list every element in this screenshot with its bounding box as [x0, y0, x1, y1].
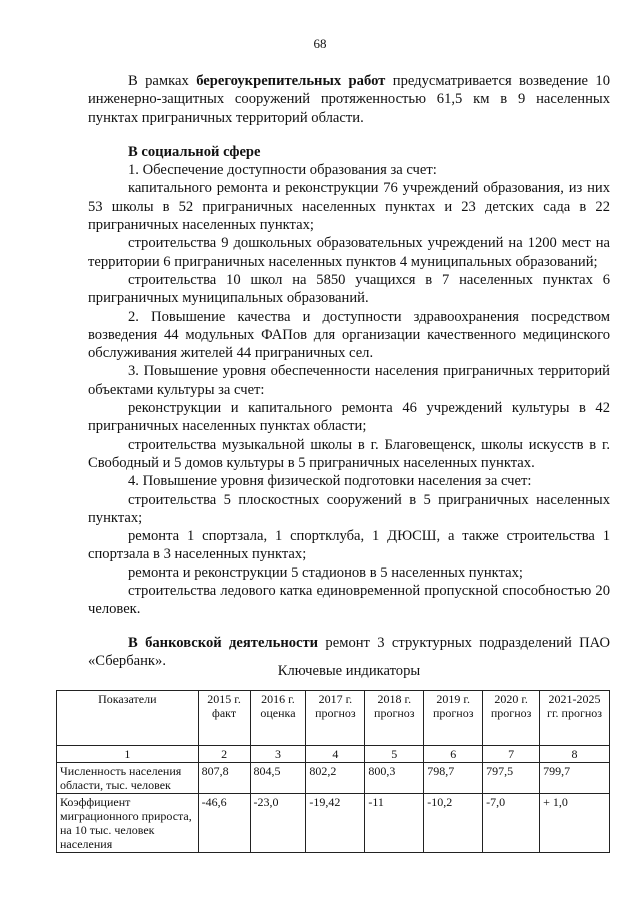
table-cell: 3 [250, 746, 306, 763]
social-paragraph: 3. Повышение уровня обеспеченности населения приграничных территорий объектами культуры за счет: [88, 363, 610, 398]
social-paragraph: 4. Повышение уровня физической подготовки населения за счет: [128, 473, 532, 490]
social-paragraph: ремонта и реконструкции 5 стадионов в 5 населенных пунктах; [128, 564, 523, 581]
table-header-cell: 2019 г. прогноз [424, 691, 483, 746]
indicators-table [56, 690, 610, 853]
table-cell: 8 [540, 746, 610, 763]
table-cell: 1 [57, 746, 199, 763]
social-paragraph: строительства музыкальной школы в г. Благовещенск, школы искусств в г. Свободный и 5 домов культуры в 5 приграничных населенных пунктах. [88, 436, 610, 471]
coast-bold-term: берегоукрепительных работ [196, 73, 386, 89]
social-paragraph: строительства 5 плоскостных сооружений в 5 приграничных населенных пунктах; [88, 491, 610, 526]
social-paragraph: реконструкции и капитального ремонта 46 учреждений культуры в 42 приграничных населенных пунктах области; [88, 400, 610, 435]
table-cell: -7,0 [483, 794, 540, 853]
document-body [88, 72, 610, 670]
social-paragraph: строительства 10 школ на 5850 учащихся в 7 населенных пунктах 6 приграничных муниципальных образований. [88, 271, 610, 307]
table-cell: -10,2 [424, 794, 483, 853]
table-row [57, 763, 610, 794]
table-cell: Коэффициент миграционного прироста, на 10 тыс. человек населения [57, 794, 199, 853]
social-paragraph: строительства ледового катка единовременной пропускной способностью 20 человек. [88, 583, 610, 618]
table-cell: Численность населения области, тыс. человек [57, 763, 199, 794]
table-cell: 2 [198, 746, 250, 763]
table-cell: -46,6 [198, 794, 250, 853]
table-cell: 7 [483, 746, 540, 763]
bank-text: ремонт 3 структурных подразделений ПАО «Сбербанк». [88, 634, 610, 669]
table-cell: 797,5 [483, 763, 540, 794]
table-header-cell: 2021-2025 гг. прогноз [540, 691, 610, 746]
table-cell: 802,2 [306, 763, 365, 794]
table-header-cell: 2017 г. прогноз [306, 691, 365, 746]
table-header-cell: 2016 г. оценка [250, 691, 306, 746]
table-cell: 800,3 [365, 763, 424, 794]
table-cell: 799,7 [540, 763, 610, 794]
page-number: 68 [313, 36, 327, 51]
coast-text-post: предусматривается возведение 10 инженерно-защитных сооружений протяженностью 61,5 км в 9 населенных пунктах приграничных территорий области. [88, 73, 611, 126]
table-cell: -11 [365, 794, 424, 853]
social-paragraph: капитального ремонта и реконструкции 76 учреждений образования, из них 53 школы в 52 приграничных населенных пунктах и 23 детских сада в 22 приграничных населенных пунктах; [88, 180, 610, 234]
table-header-row [57, 691, 610, 746]
table-cell: 798,7 [424, 763, 483, 794]
social-heading: В социальной сфере [128, 143, 261, 160]
table-cell: -23,0 [250, 794, 306, 853]
table-header-cell: 2015 г. факт [198, 691, 250, 746]
indicators-title: Ключевые индикаторы [277, 663, 421, 679]
coast-paragraph [88, 72, 610, 127]
table-row [57, 794, 610, 853]
table-cell: 5 [365, 746, 424, 763]
social-paragraph: строительства 9 дошкольных образовательных учреждений на 1200 мест на территории 6 приграничных населенных пунктов 4 муниципальных образований; [88, 235, 610, 270]
table-cell: 807,8 [198, 763, 250, 794]
table-header-cell: 2018 г. прогноз [365, 691, 424, 746]
table-column-number-row [57, 746, 610, 763]
table-cell: + 1,0 [540, 794, 610, 853]
bank-bold-term: В банковской деятельности [128, 634, 319, 651]
table-cell: -19,42 [306, 794, 365, 853]
coast-text-pre: В рамках [128, 73, 197, 89]
social-paragraph: 2. Повышение качества и доступности здравоохранения посредством возведения 44 модульных ФАПов для организации качественного медицинского обслуживания жителей 44 приграничных сел. [88, 308, 610, 362]
social-paragraph: ремонта 1 спортзала, 1 спортклуба, 1 ДЮСШ, а также строительства 1 спортзала в 3 населенных пунктах; [88, 528, 610, 563]
table-header-cell: 2020 г. прогноз [483, 691, 540, 746]
table-cell: 4 [306, 746, 365, 763]
table-header-cell: Показатели [57, 691, 199, 746]
table-cell: 804,5 [250, 763, 306, 794]
social-paragraph: 1. Обеспечение доступности образования за счет: [128, 162, 437, 179]
table-cell: 6 [424, 746, 483, 763]
